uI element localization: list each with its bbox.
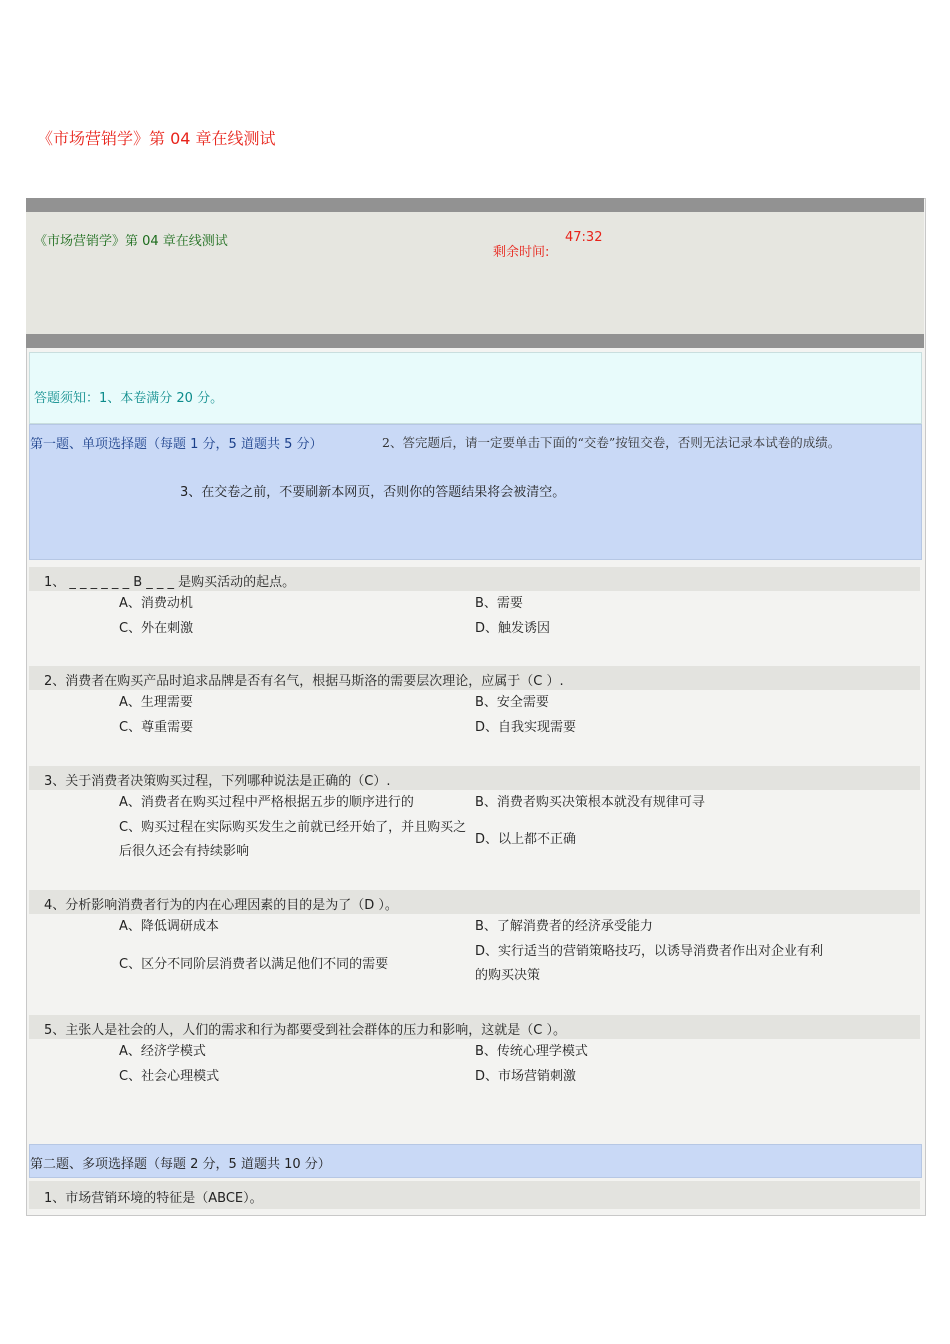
option-b[interactable]: B、需要 — [475, 596, 523, 611]
option-a[interactable]: A、消费动机 — [119, 596, 193, 611]
option-c[interactable]: C、购买过程在实际购买发生之前就已经开始了，并且购买之后很久还会有持续影响 — [119, 820, 467, 859]
question-text: 4、分析影响消费者行为的内在心理因素的目的是为了（D ）。 — [44, 898, 398, 913]
section1-title: 第一题、单项选择题（每题 1 分，5 道题共 5 分） — [30, 437, 323, 452]
option-a[interactable]: A、生理需要 — [119, 695, 193, 710]
notice-line-1: 答题须知：1、本卷满分 20 分。 — [34, 391, 224, 406]
notice-line-2: 2、答完题后，请一定要单击下面的“交卷”按钮交卷，否则无法记录本试卷的成绩。 — [382, 435, 841, 450]
option-d[interactable]: D、以上都不正确 — [475, 832, 577, 847]
notice-line-3: 3、在交卷之前，不要刷新本网页，否则你的答题结果将会被清空。 — [180, 485, 566, 500]
question-text: 1、市场营销环境的特征是（ABCE）。 — [44, 1191, 263, 1206]
option-b[interactable]: B、消费者购买决策根本就没有规律可寻 — [475, 795, 705, 810]
option-a[interactable]: A、消费者在购买过程中严格根据五步的顺序进行的 — [119, 795, 414, 810]
option-d[interactable]: D、自我实现需要 — [475, 720, 577, 735]
option-d[interactable]: D、市场营销刺激 — [475, 1069, 577, 1084]
option-b[interactable]: B、了解消费者的经济承受能力 — [475, 919, 653, 934]
question-text: 2、消费者在购买产品时追求品牌是否有名气，根据马斯洛的需要层次理论，应属于（C ）. — [44, 674, 564, 689]
option-a[interactable]: A、降低调研成本 — [119, 919, 219, 934]
option-b[interactable]: B、传统心理学模式 — [475, 1044, 588, 1059]
option-d[interactable]: D、触发诱因 — [475, 621, 551, 636]
timer-label: 剩余时间: — [493, 245, 550, 260]
quiz-title: 《市场营销学》第 04 章在线测试 — [34, 234, 228, 249]
option-c[interactable]: C、尊重需要 — [119, 720, 194, 735]
middle-divider-bar — [26, 334, 924, 348]
timer-value: 47:32 — [565, 230, 603, 245]
option-c[interactable]: C、外在刺激 — [119, 621, 194, 636]
question-text: 3、关于消费者决策购买过程，下列哪种说法是正确的（C）. — [44, 774, 391, 789]
page-title: 《市场营销学》第 04 章在线测试 — [37, 129, 276, 148]
top-divider-bar — [26, 198, 924, 212]
option-d[interactable]: D、实行适当的营销策略技巧，以诱导消费者作出对企业有利的购买决策 — [475, 944, 824, 983]
option-c[interactable]: C、社会心理模式 — [119, 1069, 220, 1084]
section2-title: 第二题、多项选择题（每题 2 分，5 道题共 10 分） — [30, 1157, 331, 1172]
option-a[interactable]: A、经济学模式 — [119, 1044, 206, 1059]
question-text: 1、 _ _ _ _ _ _ B _ _ _ 是购买活动的起点。 — [44, 575, 296, 590]
option-c[interactable]: C、区分不同阶层消费者以满足他们不同的需要 — [119, 957, 389, 972]
question-text: 5、主张人是社会的人，人们的需求和行为都要受到社会群体的压力和影响，这就是（C ）。 — [44, 1023, 566, 1038]
option-b[interactable]: B、安全需要 — [475, 695, 549, 710]
